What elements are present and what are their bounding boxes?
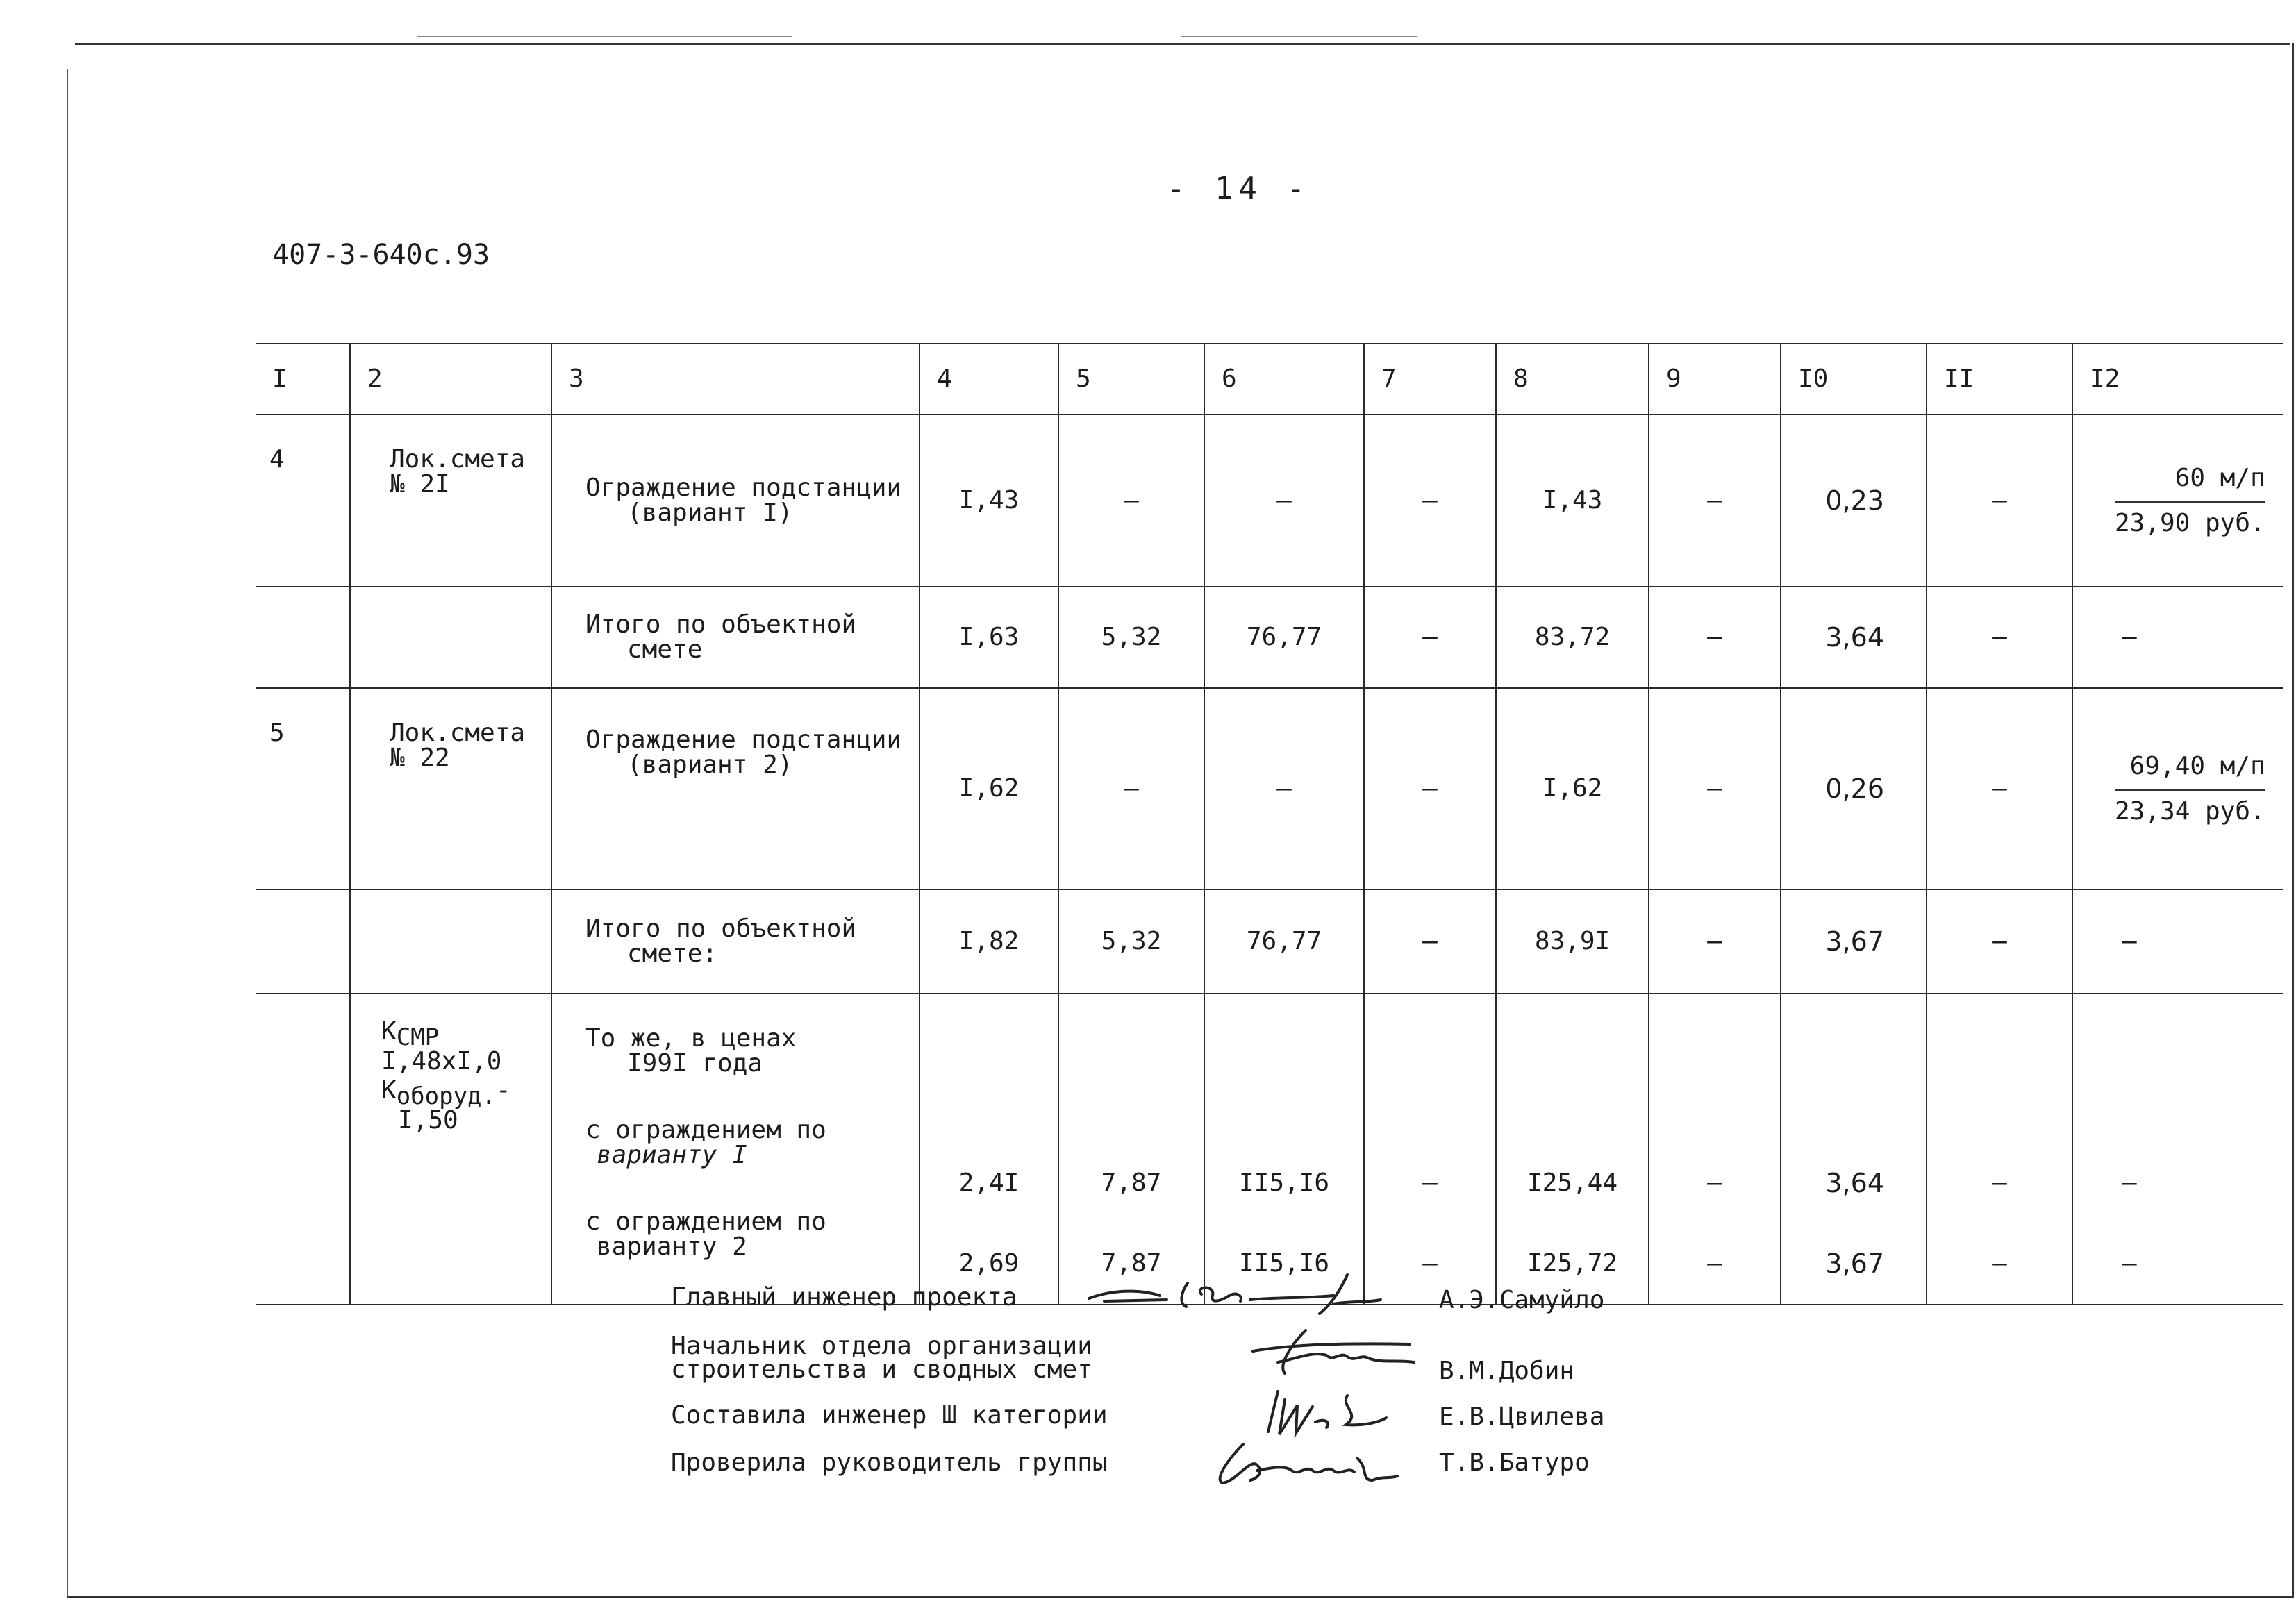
document-code: 407-3-640с.93	[272, 239, 490, 271]
cost-table	[256, 343, 2283, 1305]
column-header: I0	[1781, 344, 1927, 415]
cell-value: I,82	[920, 889, 1058, 994]
empty-cell	[256, 889, 350, 994]
frame-top-scratch	[417, 36, 792, 37]
description-line: с ограждением по	[585, 1116, 826, 1144]
handwritten-signature	[1264, 1386, 1389, 1441]
cell-value-handwritten: 3,64	[1781, 587, 1927, 688]
signatory-name: В.М.Добин	[1439, 1357, 1575, 1385]
cell-value: –	[1058, 415, 1204, 587]
empty-cell	[256, 994, 350, 1305]
variant-values	[1364, 994, 1496, 1305]
signatory-name: Т.В.Батуро	[1439, 1448, 1590, 1477]
cell-value: 83,9I	[1496, 889, 1649, 994]
column-header: I	[256, 344, 350, 415]
cell-value: –	[1992, 1169, 2007, 1197]
description-line: Итого по объектной	[585, 914, 857, 943]
coefficient-smr	[381, 1017, 542, 1052]
cell-value: –	[1422, 1169, 1438, 1197]
column-header: 2	[350, 344, 551, 415]
cell-value: –	[1707, 1249, 1722, 1278]
cell-value: –	[1992, 1249, 2007, 1278]
coefficient-subscript: оборуд.	[396, 1082, 496, 1111]
estimate-reference	[350, 415, 551, 587]
description-line: Ограждение подстанции	[585, 474, 902, 502]
estimate-label: Лок.смета	[390, 719, 526, 747]
row-number: 5	[256, 688, 350, 889]
signature-role-line: строительства и сводных смет	[671, 1355, 1092, 1384]
signatory-name: А.Э.Самуйло	[1439, 1286, 1605, 1314]
cell-value: –	[1364, 688, 1496, 889]
cell-value: –	[1364, 889, 1496, 994]
coefficient-cell	[350, 994, 551, 1305]
cell-value: –	[1927, 889, 2072, 994]
column-header: 3	[551, 344, 920, 415]
empty-cell	[350, 889, 551, 994]
empty-cell	[350, 587, 551, 688]
column-header: II	[1927, 344, 2072, 415]
work-description	[551, 688, 920, 889]
cell-value: –	[1364, 415, 1496, 587]
table-row	[256, 587, 2283, 688]
cell-value: I25,72	[1526, 1249, 1618, 1278]
table-row	[256, 889, 2283, 994]
frame-top-rule	[75, 43, 2290, 45]
cell-value: 83,72	[1496, 587, 1649, 688]
cell-value: –	[1927, 688, 2072, 889]
cell-value: –	[1058, 688, 1204, 889]
description-line: с ограждением по	[585, 1207, 826, 1236]
cell-value: –	[1649, 587, 1781, 688]
coefficient-equipment-value: I,50	[398, 1106, 458, 1135]
estimate-reference	[350, 688, 551, 889]
variant-values	[920, 994, 1058, 1305]
signature-role: Проверила руководитель группы	[671, 1448, 1108, 1477]
cell-value: –	[1649, 415, 1781, 587]
cell-value: 7,87	[1101, 1249, 1162, 1278]
variant-values	[1927, 994, 2072, 1305]
cell-value: –	[2122, 1169, 2137, 1197]
cell-value: –	[1422, 1249, 1438, 1278]
price-value: 23,34 руб.	[2115, 789, 2265, 824]
coefficient-letter: К	[381, 1017, 397, 1046]
cell-value-handwritten: 3,67	[1825, 1248, 1884, 1279]
cell-value: II5,I6	[1238, 1169, 1330, 1197]
cell-value: 76,77	[1204, 889, 1364, 994]
column-header: 6	[1204, 344, 1364, 415]
handwritten-signature	[1250, 1323, 1417, 1386]
cell-value: –	[2072, 587, 2283, 688]
variant-values	[1781, 994, 1927, 1305]
cell-value: I,62	[1496, 688, 1649, 889]
coefficient-smr-value: I,48хI,0	[381, 1047, 502, 1076]
cell-value: –	[1927, 587, 2072, 688]
handwritten-signature	[1208, 1437, 1403, 1500]
frame-top-scratch	[1181, 36, 1417, 37]
cell-value: –	[1204, 688, 1364, 889]
handwritten-signature	[1083, 1265, 1382, 1328]
estimate-number: № 22	[390, 744, 450, 772]
signature-role	[671, 1334, 1092, 1382]
unit-price-fraction	[2115, 463, 2265, 537]
cell-value: –	[1927, 415, 2072, 587]
coefficient-equipment	[381, 1076, 542, 1111]
length-value: 69,40 м/п	[2129, 751, 2265, 780]
coefficient-subscript: СМР	[396, 1023, 440, 1052]
cell-value: I,43	[920, 415, 1058, 587]
cell-value: 5,32	[1058, 587, 1204, 688]
cell-value: 2,4I	[958, 1169, 1020, 1197]
unit-price-fraction	[2115, 751, 2265, 826]
column-header: 5	[1058, 344, 1204, 415]
estimate-label: Лок.смета	[390, 445, 526, 474]
column-header: 4	[920, 344, 1058, 415]
length-value: 60 м/п	[2174, 463, 2265, 492]
table-row-summary	[256, 994, 2283, 1305]
cell-value: –	[1649, 889, 1781, 994]
page-number: - 14 -	[1167, 171, 1311, 206]
column-header: 9	[1649, 344, 1781, 415]
variant-values	[1058, 994, 1204, 1305]
table-header-row	[256, 344, 2283, 415]
cell-value-handwritten: 3,64	[1825, 1168, 1884, 1198]
cell-value: I25,44	[1526, 1169, 1618, 1197]
cell-value: 7,87	[1101, 1169, 1162, 1197]
description-line: Ограждение подстанции	[585, 726, 902, 754]
signature-role-line: Начальник отдела организации	[671, 1332, 1092, 1360]
table-row	[256, 688, 2283, 889]
variant-values	[1204, 994, 1364, 1305]
unit-price-cell	[2072, 415, 2283, 587]
description-line: (вариант 2)	[627, 751, 793, 779]
cell-value: I,63	[920, 587, 1058, 688]
work-description	[551, 587, 920, 688]
description-line: варианту 2	[597, 1232, 747, 1261]
signature-role: Составила инженер Ш категории	[671, 1401, 1108, 1430]
cell-value: I,43	[1496, 415, 1649, 587]
cell-value: –	[2122, 1249, 2137, 1278]
work-description	[551, 415, 920, 587]
signatory-name: Е.В.Цвилева	[1439, 1403, 1605, 1431]
coefficient-letter: К	[381, 1076, 397, 1105]
description-line: Итого по объектной	[585, 610, 857, 639]
cell-value: 5,32	[1058, 889, 1204, 994]
cell-value-handwritten: 0,23	[1781, 415, 1927, 587]
description-line: I99I года	[627, 1049, 763, 1078]
description-line: То же, в ценах	[585, 1024, 797, 1053]
cell-value: II5,I6	[1238, 1249, 1330, 1278]
work-description	[551, 889, 920, 994]
column-header: 8	[1496, 344, 1649, 415]
signature-role: Главный инженер проекта	[671, 1283, 1017, 1312]
description-line: смете:	[627, 939, 718, 968]
description-line: варианту I	[597, 1141, 747, 1169]
cell-value: –	[1707, 1169, 1722, 1197]
description-line: (вариант I)	[627, 499, 793, 527]
column-header: I2	[2072, 344, 2283, 415]
cell-value: –	[1364, 587, 1496, 688]
cell-value-handwritten: 0,26	[1781, 688, 1927, 889]
work-description	[551, 994, 920, 1305]
cell-value-handwritten: 3,67	[1781, 889, 1927, 994]
estimate-number: № 2I	[390, 470, 450, 499]
frame-bottom-rule	[67, 1596, 2293, 1598]
coefficient-dash: -	[495, 1076, 511, 1105]
price-value: 23,90 руб.	[2115, 501, 2265, 536]
variant-values	[1496, 994, 1649, 1305]
cell-value: –	[2072, 889, 2283, 994]
variant-values	[2072, 994, 2283, 1305]
cell-value: I,62	[920, 688, 1058, 889]
table-row	[256, 415, 2283, 587]
cell-value: 76,77	[1204, 587, 1364, 688]
column-header: 7	[1364, 344, 1496, 415]
cell-value: 2,69	[958, 1249, 1020, 1278]
frame-left-rule	[67, 69, 68, 1597]
empty-cell	[256, 587, 350, 688]
cell-value: –	[1204, 415, 1364, 587]
cell-value: –	[1649, 688, 1781, 889]
frame-right-rule	[2292, 43, 2294, 1598]
variant-values	[1649, 994, 1781, 1305]
row-number: 4	[256, 415, 350, 587]
unit-price-cell	[2072, 688, 2283, 889]
description-line: смете	[627, 635, 703, 664]
